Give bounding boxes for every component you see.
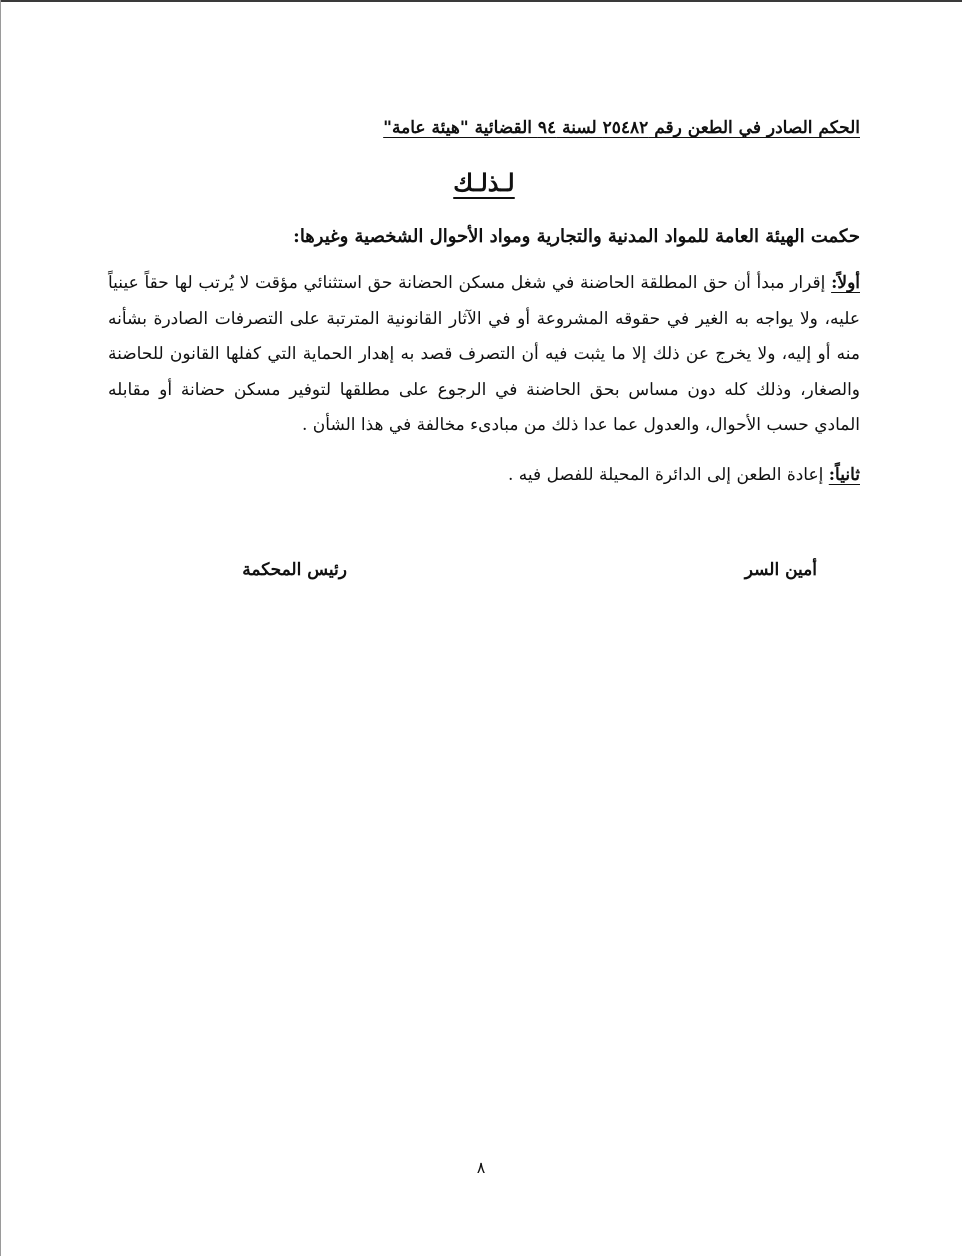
- second-label: ثانياً:: [828, 464, 860, 485]
- second-text: إعادة الطعن إلى الدائرة المحيلة للفصل فيه .: [508, 464, 824, 485]
- page-left-edge: [0, 0, 1, 1256]
- judgment-heading: الحكم الصادر في الطعن رقم ٢٥٤٨٢ لسنة ٩٤ القضائية "هيئة عامة": [383, 118, 860, 138]
- section-title: لـذلـك: [453, 168, 515, 197]
- signature-block: [0, 560, 962, 594]
- second-ruling-paragraph: [108, 458, 860, 494]
- page-top-edge: [0, 0, 962, 2]
- ruling-intro: حكمت الهيئة العامة للمواد المدنية والتجارية ومواد الأحوال الشخصية وغيرها:: [293, 226, 860, 247]
- secretary-signature: أمين السر: [744, 560, 817, 580]
- title-wrapper: [108, 166, 860, 200]
- first-label: أولاً:: [831, 273, 860, 293]
- president-signature: رئيس المحكمة: [242, 560, 347, 580]
- document-body: [108, 112, 860, 493]
- page-number: ٨: [476, 1158, 486, 1177]
- first-ruling-paragraph: [108, 266, 860, 444]
- first-text: إقرار مبدأ أن حق المطلقة الحاضنة في شغل مسكن الحضانة حق استثنائي مؤقت لا يُرتب لها حقاً عينياً عليه، ولا يواجه به الغير في حقوقه المشروعة أو في الآثار القانونية المترتبة على التصرفات الصادرة بشأنه منه أو إليه، ولا يخرج عن ذلك إلا ما يثبت فيه أن التصرف قصد به إهدار الحماية التي كفلها القانون للحاضنة والصغار، وذلك كله دون مساس بحق الحاضنة في الرجوع على مطلقها لتوفير مسكن حضانة أو مقابله المادي حسب الأحوال، والعدول عما عدا ذلك من مبادىء مخالفة في هذا الشأن .: [108, 273, 860, 435]
